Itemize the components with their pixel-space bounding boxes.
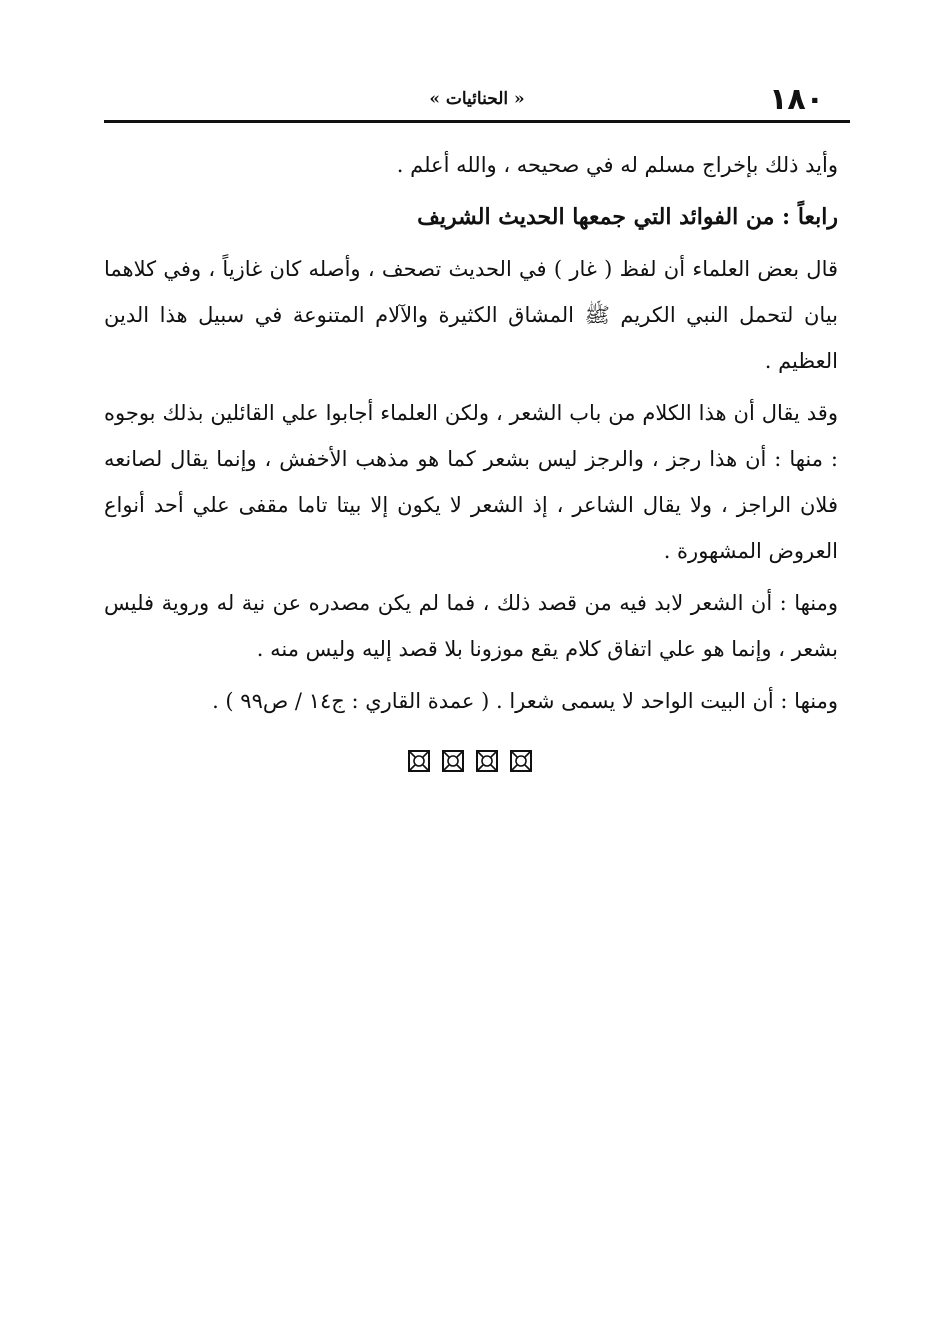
paragraph-intention: ومنها : أن الشعر لابد فيه من قصد ذلك ، فما لم يكن مصدره عن نية له وروية فليس بشعر ، وإنما هو علي اتفاق كلام يقع موزونا بلا قصد إليه وليس منه . — [104, 591, 838, 661]
page-number: ١٨٠ — [769, 82, 824, 117]
paragraph-single-verse: ومنها : أن البيت الواحد لا يسمى شعرا . ( عمدة القاري : ج١٤ / ص٩٩ ) . — [212, 689, 838, 713]
page-header — [104, 80, 850, 122]
paragraph-ghar-word: قال بعض العلماء أن لفظ ( غار ) في الحديث تصحف ، وأصله كان غازياً ، وفي كلاهما بيان لتحمل النبي الكريم ﷺ المشاق الكثيرة والآلام المتنوعة في سبيل هذا الدين العظيم . — [104, 257, 838, 373]
square-flower-ornament-icon — [442, 750, 464, 772]
square-flower-ornament-icon — [510, 750, 532, 772]
ornament-divider — [0, 750, 939, 772]
paragraph-closing-note: وأيد ذلك بإخراج مسلم له في صحيحه ، والله أعلم . — [396, 153, 838, 177]
running-title: « الحنائيات » — [429, 89, 525, 109]
section-heading: رابعاً : من الفوائد التي جمعها الحديث الشريف — [417, 204, 838, 230]
paragraph-poetry-question: وقد يقال أن هذا الكلام من باب الشعر ، ولكن العلماء أجابوا علي القائلين بذلك بوجوه : منها : أن هذا رجز ، والرجز ليس بشعر كما هو مذهب الأخفش ، وإنما يقال لصانعه فلان الراجز ، ولا يقال الشاعر ، إذ الشعر لا يكون إلا بيتا تاما مقفى علي أحد أنواع العروض المشهورة . — [104, 401, 838, 563]
body-text — [104, 142, 838, 730]
square-flower-ornament-icon — [476, 750, 498, 772]
square-flower-ornament-icon — [408, 750, 430, 772]
header-rule — [104, 120, 850, 123]
